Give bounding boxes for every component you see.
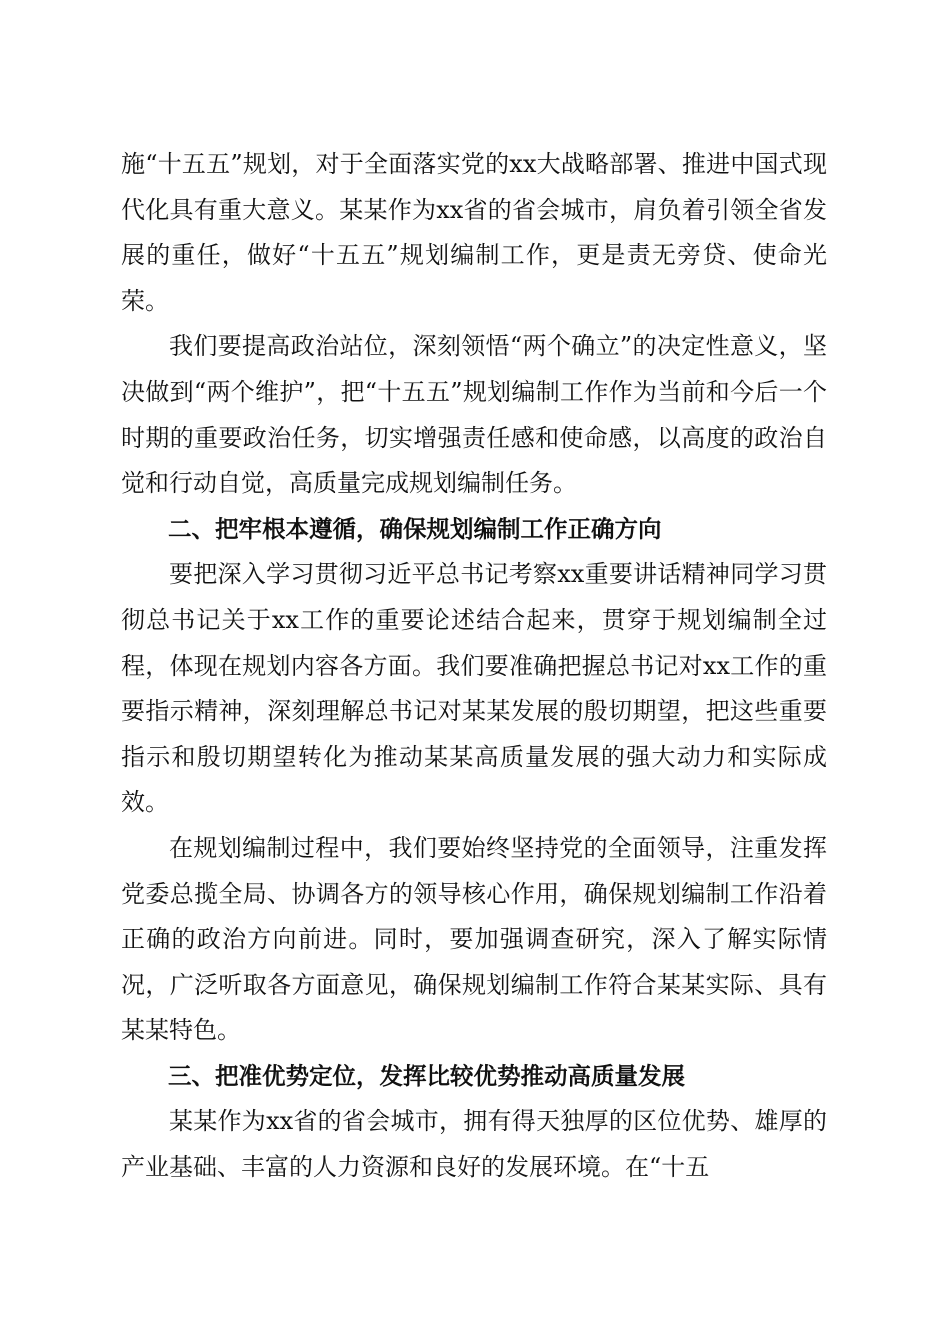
- section-heading: 三、把准优势定位，发挥比较优势推动高质量发展: [168, 1061, 685, 1090]
- paragraph: 我们要提高政治站位，深刻领悟“两个确立”的决定性意义，坚决做到“两个维护”，把“十五五”规划编制工作作为当前和今后一个时期的重要政治任务，切实增强责任感和使命感，以高度的政治自觉和行动自觉，高质量完成规划编制任务。: [121, 332, 827, 498]
- paragraph: 要把深入学习贯彻习近平总书记考察xx重要讲话精神同学习贯彻总书记关于xx工作的重要论述结合起来，贯穿于规划编制全过程，体现在规划内容各方面。我们要准确把握总书记对xx工作的重要指示精神，深刻理解总书记对某某发展的殷切期望，把这些重要指示和殷切期望转化为推动某某高质量发展的强大动力和实际成效。: [121, 560, 827, 817]
- document-body: [121, 142, 827, 1191]
- paragraph-continuation: 施“十五五”规划，对于全面落实党的xx大战略部署、推进中国式现代化具有重大意义。某某作为xx省的省会城市，肩负着引领全省发展的重任，做好“十五五”规划编制工作，更是责无旁贷、使命光荣。: [121, 150, 827, 315]
- section-heading: 二、把牢根本遵循，确保规划编制工作正确方向: [168, 514, 662, 543]
- paragraph: 在规划编制过程中，我们要始终坚持党的全面领导，注重发挥党委总揽全局、协调各方的领导核心作用，确保规划编制工作沿着正确的政治方向前进。同时，要加强调查研究，深入了解实际情况，广泛听取各方面意见，确保规划编制工作符合某某实际、具有某某特色。: [121, 833, 827, 1045]
- paragraph: 某某作为xx省的省会城市，拥有得天独厚的区位优势、雄厚的产业基础、丰富的人力资源和良好的发展环境。在“十五: [121, 1107, 827, 1182]
